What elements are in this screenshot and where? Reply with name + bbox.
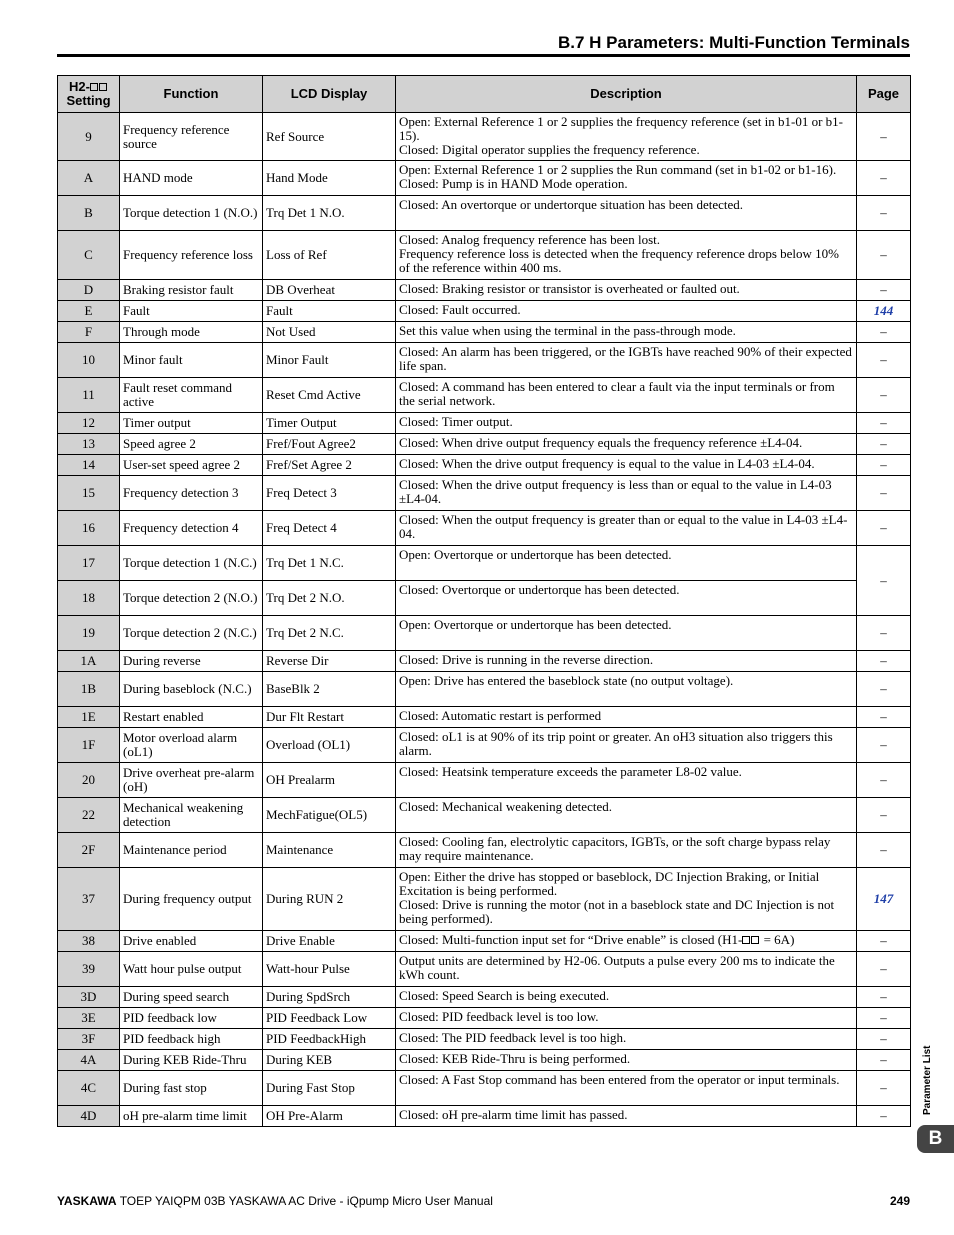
page-cell: – bbox=[857, 343, 911, 378]
table-row bbox=[58, 868, 911, 931]
lcd-display-cell: During SpdSrch bbox=[263, 987, 396, 1008]
description-line: Frequency reference loss is detected when the frequency reference drops below 10% of the reference within 400 ms. bbox=[399, 246, 839, 275]
page-cell: – bbox=[857, 113, 911, 161]
table-row bbox=[58, 196, 911, 231]
description-line: Open: External Reference 1 or 2 supplies the frequency reference (set in b1-01 or b1-15). bbox=[399, 114, 843, 143]
table-row bbox=[58, 113, 911, 161]
description-cell bbox=[396, 546, 857, 581]
setting-cell: 1E bbox=[58, 707, 120, 728]
setting-cell: 16 bbox=[58, 511, 120, 546]
lcd-display-cell: During RUN 2 bbox=[263, 868, 396, 931]
placeholder-box-icon bbox=[742, 936, 750, 944]
setting-cell: 22 bbox=[58, 798, 120, 833]
lcd-display-cell: Drive Enable bbox=[263, 931, 396, 952]
page-cell: – bbox=[857, 546, 911, 616]
function-cell: During KEB Ride-Thru bbox=[120, 1050, 263, 1071]
description-cell bbox=[396, 952, 857, 987]
page-link[interactable]: 147 bbox=[857, 868, 911, 931]
description-cell bbox=[396, 868, 857, 931]
page-cell: – bbox=[857, 798, 911, 833]
description-line: Closed: Fault occurred. bbox=[399, 302, 521, 317]
function-cell: Torque detection 1 (N.O.) bbox=[120, 196, 263, 231]
setting-cell: 4A bbox=[58, 1050, 120, 1071]
function-cell: Through mode bbox=[120, 322, 263, 343]
page-cell: – bbox=[857, 378, 911, 413]
description-cell bbox=[396, 231, 857, 280]
lcd-display-cell: OH Pre-Alarm bbox=[263, 1106, 396, 1127]
setting-cell: F bbox=[58, 322, 120, 343]
table-row bbox=[58, 707, 911, 728]
function-cell: PID feedback high bbox=[120, 1029, 263, 1050]
description-line: Closed: Drive is running in the reverse direction. bbox=[399, 652, 654, 667]
function-cell: Drive enabled bbox=[120, 931, 263, 952]
page-link[interactable]: 144 bbox=[857, 301, 911, 322]
description-cell bbox=[396, 728, 857, 763]
function-cell: Minor fault bbox=[120, 343, 263, 378]
description-line: Closed: Automatic restart is performed bbox=[399, 708, 602, 723]
function-cell: Maintenance period bbox=[120, 833, 263, 868]
section-title: B.7 H Parameters: Multi-Function Terminals bbox=[557, 33, 910, 52]
table-row bbox=[58, 931, 911, 952]
page-cell: – bbox=[857, 651, 911, 672]
lcd-display-cell: Hand Mode bbox=[263, 161, 396, 196]
page-cell: – bbox=[857, 707, 911, 728]
placeholder-box-icon bbox=[751, 936, 759, 944]
description-line: Closed: A Fast Stop command has been entered from the operator or input terminals. bbox=[399, 1072, 840, 1087]
side-tab-label: Parameter List bbox=[922, 1045, 933, 1115]
function-cell: During fast stop bbox=[120, 1071, 263, 1106]
page-cell: – bbox=[857, 672, 911, 707]
page-cell: – bbox=[857, 434, 911, 455]
setting-cell: 1B bbox=[58, 672, 120, 707]
footer-text bbox=[57, 1194, 493, 1208]
setting-cell: E bbox=[58, 301, 120, 322]
setting-cell: 10 bbox=[58, 343, 120, 378]
description-line: Open: Overtorque or undertorque has been detected. bbox=[399, 547, 672, 562]
table-row bbox=[58, 231, 911, 280]
table-row bbox=[58, 1050, 911, 1071]
description-line: Closed: Overtorque or undertorque has been detected. bbox=[399, 582, 680, 597]
page-cell: – bbox=[857, 1008, 911, 1029]
lcd-display-cell: Trq Det 1 N.O. bbox=[263, 196, 396, 231]
setting-cell: 3E bbox=[58, 1008, 120, 1029]
function-cell: Frequency reference source bbox=[120, 113, 263, 161]
placeholder-box-icon bbox=[90, 83, 98, 91]
lcd-display-cell: During Fast Stop bbox=[263, 1071, 396, 1106]
page-cell: – bbox=[857, 833, 911, 868]
lcd-display-cell: Fref/Set Agree 2 bbox=[263, 455, 396, 476]
setting-cell: 38 bbox=[58, 931, 120, 952]
description-line: Closed: When the output frequency is greater than or equal to the value in L4-03 ±L4-04. bbox=[399, 512, 848, 541]
setting-prefix: H2- bbox=[69, 79, 90, 94]
description-line: Closed: An overtorque or undertorque situation has been detected. bbox=[399, 197, 744, 212]
setting-cell: 20 bbox=[58, 763, 120, 798]
lcd-display-cell: Trq Det 2 N.O. bbox=[263, 581, 396, 616]
description-line: Closed: Speed Search is being executed. bbox=[399, 988, 610, 1003]
page-cell: – bbox=[857, 476, 911, 511]
function-cell: Fault reset command active bbox=[120, 378, 263, 413]
lcd-display-cell: BaseBlk 2 bbox=[263, 672, 396, 707]
table-row bbox=[58, 161, 911, 196]
description-line: Closed: The PID feedback level is too high. bbox=[399, 1030, 627, 1045]
page-cell: – bbox=[857, 1106, 911, 1127]
description-cell bbox=[396, 196, 857, 231]
table-row bbox=[58, 455, 911, 476]
table-row bbox=[58, 511, 911, 546]
column-header-lcd: LCD Display bbox=[263, 76, 396, 113]
page-cell: – bbox=[857, 231, 911, 280]
table-row bbox=[58, 546, 911, 581]
function-cell: During frequency output bbox=[120, 868, 263, 931]
setting-cell: 12 bbox=[58, 413, 120, 434]
function-cell: HAND mode bbox=[120, 161, 263, 196]
lcd-display-cell: Reset Cmd Active bbox=[263, 378, 396, 413]
function-cell: Frequency detection 4 bbox=[120, 511, 263, 546]
description-line: Closed: Multi-function input set for “Drive enable” is closed (H1- = 6A) bbox=[399, 932, 795, 947]
lcd-display-cell: During KEB bbox=[263, 1050, 396, 1071]
lcd-display-cell: MechFatigue(OL5) bbox=[263, 798, 396, 833]
description-cell bbox=[396, 161, 857, 196]
lcd-display-cell: OH Prealarm bbox=[263, 763, 396, 798]
description-cell bbox=[396, 1050, 857, 1071]
description-cell bbox=[396, 1106, 857, 1127]
description-cell bbox=[396, 113, 857, 161]
description-line: Closed: When the drive output frequency is equal to the value in L4-03 ±L4-04. bbox=[399, 456, 815, 471]
setting-cell: A bbox=[58, 161, 120, 196]
page-cell: – bbox=[857, 728, 911, 763]
table-row bbox=[58, 343, 911, 378]
column-header-page: Page bbox=[857, 76, 911, 113]
setting-cell: 14 bbox=[58, 455, 120, 476]
function-cell: Torque detection 1 (N.C.) bbox=[120, 546, 263, 581]
function-cell: PID feedback low bbox=[120, 1008, 263, 1029]
description-line: Closed: Braking resistor or transistor is overheated or faulted out. bbox=[399, 281, 740, 296]
setting-cell: 1A bbox=[58, 651, 120, 672]
lcd-display-cell: Trq Det 1 N.C. bbox=[263, 546, 396, 581]
setting-cell: 18 bbox=[58, 581, 120, 616]
setting-cell: D bbox=[58, 280, 120, 301]
description-line: Closed: Pump is in HAND Mode operation. bbox=[399, 176, 628, 191]
page-cell: – bbox=[857, 455, 911, 476]
table-row bbox=[58, 798, 911, 833]
lcd-display-cell: Trq Det 2 N.C. bbox=[263, 616, 396, 651]
lcd-display-cell: Maintenance bbox=[263, 833, 396, 868]
function-cell: Torque detection 2 (N.C.) bbox=[120, 616, 263, 651]
description-line: Set this value when using the terminal in the pass-through mode. bbox=[399, 323, 736, 338]
parameter-table bbox=[57, 75, 911, 1127]
description-cell bbox=[396, 672, 857, 707]
table-row bbox=[58, 322, 911, 343]
function-cell: oH pre-alarm time limit bbox=[120, 1106, 263, 1127]
lcd-display-cell: Loss of Ref bbox=[263, 231, 396, 280]
side-tab-letter: B bbox=[917, 1125, 954, 1153]
setting-label: Setting bbox=[66, 93, 111, 108]
description-cell bbox=[396, 322, 857, 343]
setting-cell: 37 bbox=[58, 868, 120, 931]
page-cell: – bbox=[857, 196, 911, 231]
description-cell bbox=[396, 798, 857, 833]
page-cell: – bbox=[857, 616, 911, 651]
column-header-setting bbox=[58, 76, 120, 113]
lcd-display-cell: Timer Output bbox=[263, 413, 396, 434]
table-body bbox=[58, 113, 911, 1127]
lcd-display-cell: PID FeedbackHigh bbox=[263, 1029, 396, 1050]
lcd-display-cell: Ref Source bbox=[263, 113, 396, 161]
placeholder-box-icon bbox=[99, 83, 107, 91]
function-cell: Torque detection 2 (N.O.) bbox=[120, 581, 263, 616]
description-line: Closed: A command has been entered to clear a fault via the input terminals or from the serial network. bbox=[399, 379, 835, 408]
page-cell: – bbox=[857, 161, 911, 196]
setting-cell: B bbox=[58, 196, 120, 231]
description-cell bbox=[396, 378, 857, 413]
description-line: Closed: Mechanical weakening detected. bbox=[399, 799, 612, 814]
table-row bbox=[58, 616, 911, 651]
description-line: Open: Overtorque or undertorque has been detected. bbox=[399, 617, 672, 632]
setting-cell: 4D bbox=[58, 1106, 120, 1127]
function-cell: Mechanical weakening detection bbox=[120, 798, 263, 833]
function-cell: Drive overheat pre-alarm (oH) bbox=[120, 763, 263, 798]
description-cell bbox=[396, 455, 857, 476]
table-row bbox=[58, 1029, 911, 1050]
lcd-display-cell: PID Feedback Low bbox=[263, 1008, 396, 1029]
lcd-display-cell: Watt-hour Pulse bbox=[263, 952, 396, 987]
description-cell bbox=[396, 434, 857, 455]
description-cell bbox=[396, 651, 857, 672]
description-cell bbox=[396, 987, 857, 1008]
function-cell: Frequency reference loss bbox=[120, 231, 263, 280]
function-cell: Speed agree 2 bbox=[120, 434, 263, 455]
table-row bbox=[58, 1071, 911, 1106]
description-cell bbox=[396, 931, 857, 952]
description-line: Closed: Heatsink temperature exceeds the parameter L8-02 value. bbox=[399, 764, 742, 779]
table-row bbox=[58, 672, 911, 707]
description-line: Closed: KEB Ride-Thru is being performed. bbox=[399, 1051, 631, 1066]
table-row bbox=[58, 833, 911, 868]
function-cell: Frequency detection 3 bbox=[120, 476, 263, 511]
header-rule bbox=[57, 54, 910, 57]
table-row bbox=[58, 581, 911, 616]
table-row bbox=[58, 413, 911, 434]
lcd-display-cell: Not Used bbox=[263, 322, 396, 343]
description-cell bbox=[396, 301, 857, 322]
description-line: Closed: oH pre-alarm time limit has passed. bbox=[399, 1107, 628, 1122]
description-line: Closed: Timer output. bbox=[399, 414, 513, 429]
page-cell: – bbox=[857, 1029, 911, 1050]
function-cell: Restart enabled bbox=[120, 707, 263, 728]
table-row bbox=[58, 728, 911, 763]
description-line: Closed: Cooling fan, electrolytic capacitors, IGBTs, or the soft charge bypass relay may require maintenance. bbox=[399, 834, 831, 863]
lcd-display-cell: DB Overheat bbox=[263, 280, 396, 301]
description-line: Closed: An alarm has been triggered, or the IGBTs have reached 90% of their expected life span. bbox=[399, 344, 852, 373]
lcd-display-cell: Freq Detect 4 bbox=[263, 511, 396, 546]
page-cell: – bbox=[857, 322, 911, 343]
setting-cell: 19 bbox=[58, 616, 120, 651]
description-cell bbox=[396, 707, 857, 728]
table-row bbox=[58, 280, 911, 301]
function-cell: Fault bbox=[120, 301, 263, 322]
page-cell: – bbox=[857, 763, 911, 798]
lcd-display-cell: Dur Flt Restart bbox=[263, 707, 396, 728]
function-cell: Motor overload alarm (oL1) bbox=[120, 728, 263, 763]
description-cell bbox=[396, 511, 857, 546]
setting-cell: 1F bbox=[58, 728, 120, 763]
function-cell: During speed search bbox=[120, 987, 263, 1008]
description-cell bbox=[396, 476, 857, 511]
description-line: Open: Drive has entered the baseblock state (no output voltage). bbox=[399, 673, 734, 688]
page-cell: – bbox=[857, 987, 911, 1008]
function-cell: During reverse bbox=[120, 651, 263, 672]
function-cell: User-set speed agree 2 bbox=[120, 455, 263, 476]
description-cell bbox=[396, 280, 857, 301]
function-cell: During baseblock (N.C.) bbox=[120, 672, 263, 707]
description-cell bbox=[396, 616, 857, 651]
page-cell: – bbox=[857, 280, 911, 301]
description-cell bbox=[396, 833, 857, 868]
description-cell bbox=[396, 1008, 857, 1029]
table-row bbox=[58, 651, 911, 672]
page-cell: – bbox=[857, 1050, 911, 1071]
description-line: Closed: Drive is running the motor (not in a baseblock state and DC Injection is not being performed). bbox=[399, 897, 835, 926]
lcd-display-cell: Reverse Dir bbox=[263, 651, 396, 672]
setting-cell: 4C bbox=[58, 1071, 120, 1106]
description-line: Output units are determined by H2-06. Outputs a pulse every 200 ms to indicate the kWh count. bbox=[399, 953, 835, 982]
table-row bbox=[58, 378, 911, 413]
column-header-function: Function bbox=[120, 76, 263, 113]
setting-cell: 3F bbox=[58, 1029, 120, 1050]
page-number: 249 bbox=[889, 1194, 910, 1208]
description-line: Closed: When the drive output frequency is less than or equal to the value in L4-03 ±L4-04. bbox=[399, 477, 832, 506]
lcd-display-cell: Fref/Fout Agree2 bbox=[263, 434, 396, 455]
lcd-display-cell: Fault bbox=[263, 301, 396, 322]
setting-cell: 3D bbox=[58, 987, 120, 1008]
page-cell: – bbox=[857, 931, 911, 952]
table-row bbox=[58, 476, 911, 511]
page-cell: – bbox=[857, 413, 911, 434]
table-row bbox=[58, 301, 911, 322]
description-cell bbox=[396, 413, 857, 434]
page-cell: – bbox=[857, 952, 911, 987]
setting-cell: 11 bbox=[58, 378, 120, 413]
setting-cell: C bbox=[58, 231, 120, 280]
table-row bbox=[58, 987, 911, 1008]
description-cell bbox=[396, 343, 857, 378]
description-line: Closed: When drive output frequency equals the frequency reference ±L4-04. bbox=[399, 435, 803, 450]
description-cell bbox=[396, 763, 857, 798]
table-header-row bbox=[58, 76, 911, 113]
function-cell: Braking resistor fault bbox=[120, 280, 263, 301]
setting-cell: 15 bbox=[58, 476, 120, 511]
page-cell: – bbox=[857, 511, 911, 546]
description-line: Closed: Analog frequency reference has been lost. bbox=[399, 232, 660, 247]
table-row bbox=[58, 952, 911, 987]
table-row bbox=[58, 434, 911, 455]
description-line: Open: External Reference 1 or 2 supplies the Run command (set in b1-02 or b1-16). bbox=[399, 162, 837, 177]
lcd-display-cell: Freq Detect 3 bbox=[263, 476, 396, 511]
footer-brand: YASKAWA bbox=[57, 1194, 117, 1208]
function-cell: Timer output bbox=[120, 413, 263, 434]
description-cell bbox=[396, 1071, 857, 1106]
setting-cell: 39 bbox=[58, 952, 120, 987]
table-row bbox=[58, 1106, 911, 1127]
page-cell: – bbox=[857, 1071, 911, 1106]
setting-cell: 9 bbox=[58, 113, 120, 161]
column-header-description: Description bbox=[396, 76, 857, 113]
description-cell bbox=[396, 1029, 857, 1050]
lcd-display-cell: Minor Fault bbox=[263, 343, 396, 378]
setting-cell: 17 bbox=[58, 546, 120, 581]
description-line: Open: Either the drive has stopped or baseblock, DC Injection Braking, or Initial Excitation is being performed. bbox=[399, 869, 820, 898]
description-line: Closed: PID feedback level is too low. bbox=[399, 1009, 599, 1024]
description-line: Closed: Digital operator supplies the frequency reference. bbox=[399, 142, 700, 157]
table-row bbox=[58, 1008, 911, 1029]
table-row bbox=[58, 763, 911, 798]
description-cell bbox=[396, 581, 857, 616]
lcd-display-cell: Overload (OL1) bbox=[263, 728, 396, 763]
setting-cell: 13 bbox=[58, 434, 120, 455]
setting-cell: 2F bbox=[58, 833, 120, 868]
footer-manual-title: TOEP YAIQPM 03B YASKAWA AC Drive - iQpump Micro User Manual bbox=[116, 1194, 493, 1208]
function-cell: Watt hour pulse output bbox=[120, 952, 263, 987]
description-line: Closed: oL1 is at 90% of its trip point or greater. An oH3 situation also triggers this alarm. bbox=[399, 729, 833, 758]
